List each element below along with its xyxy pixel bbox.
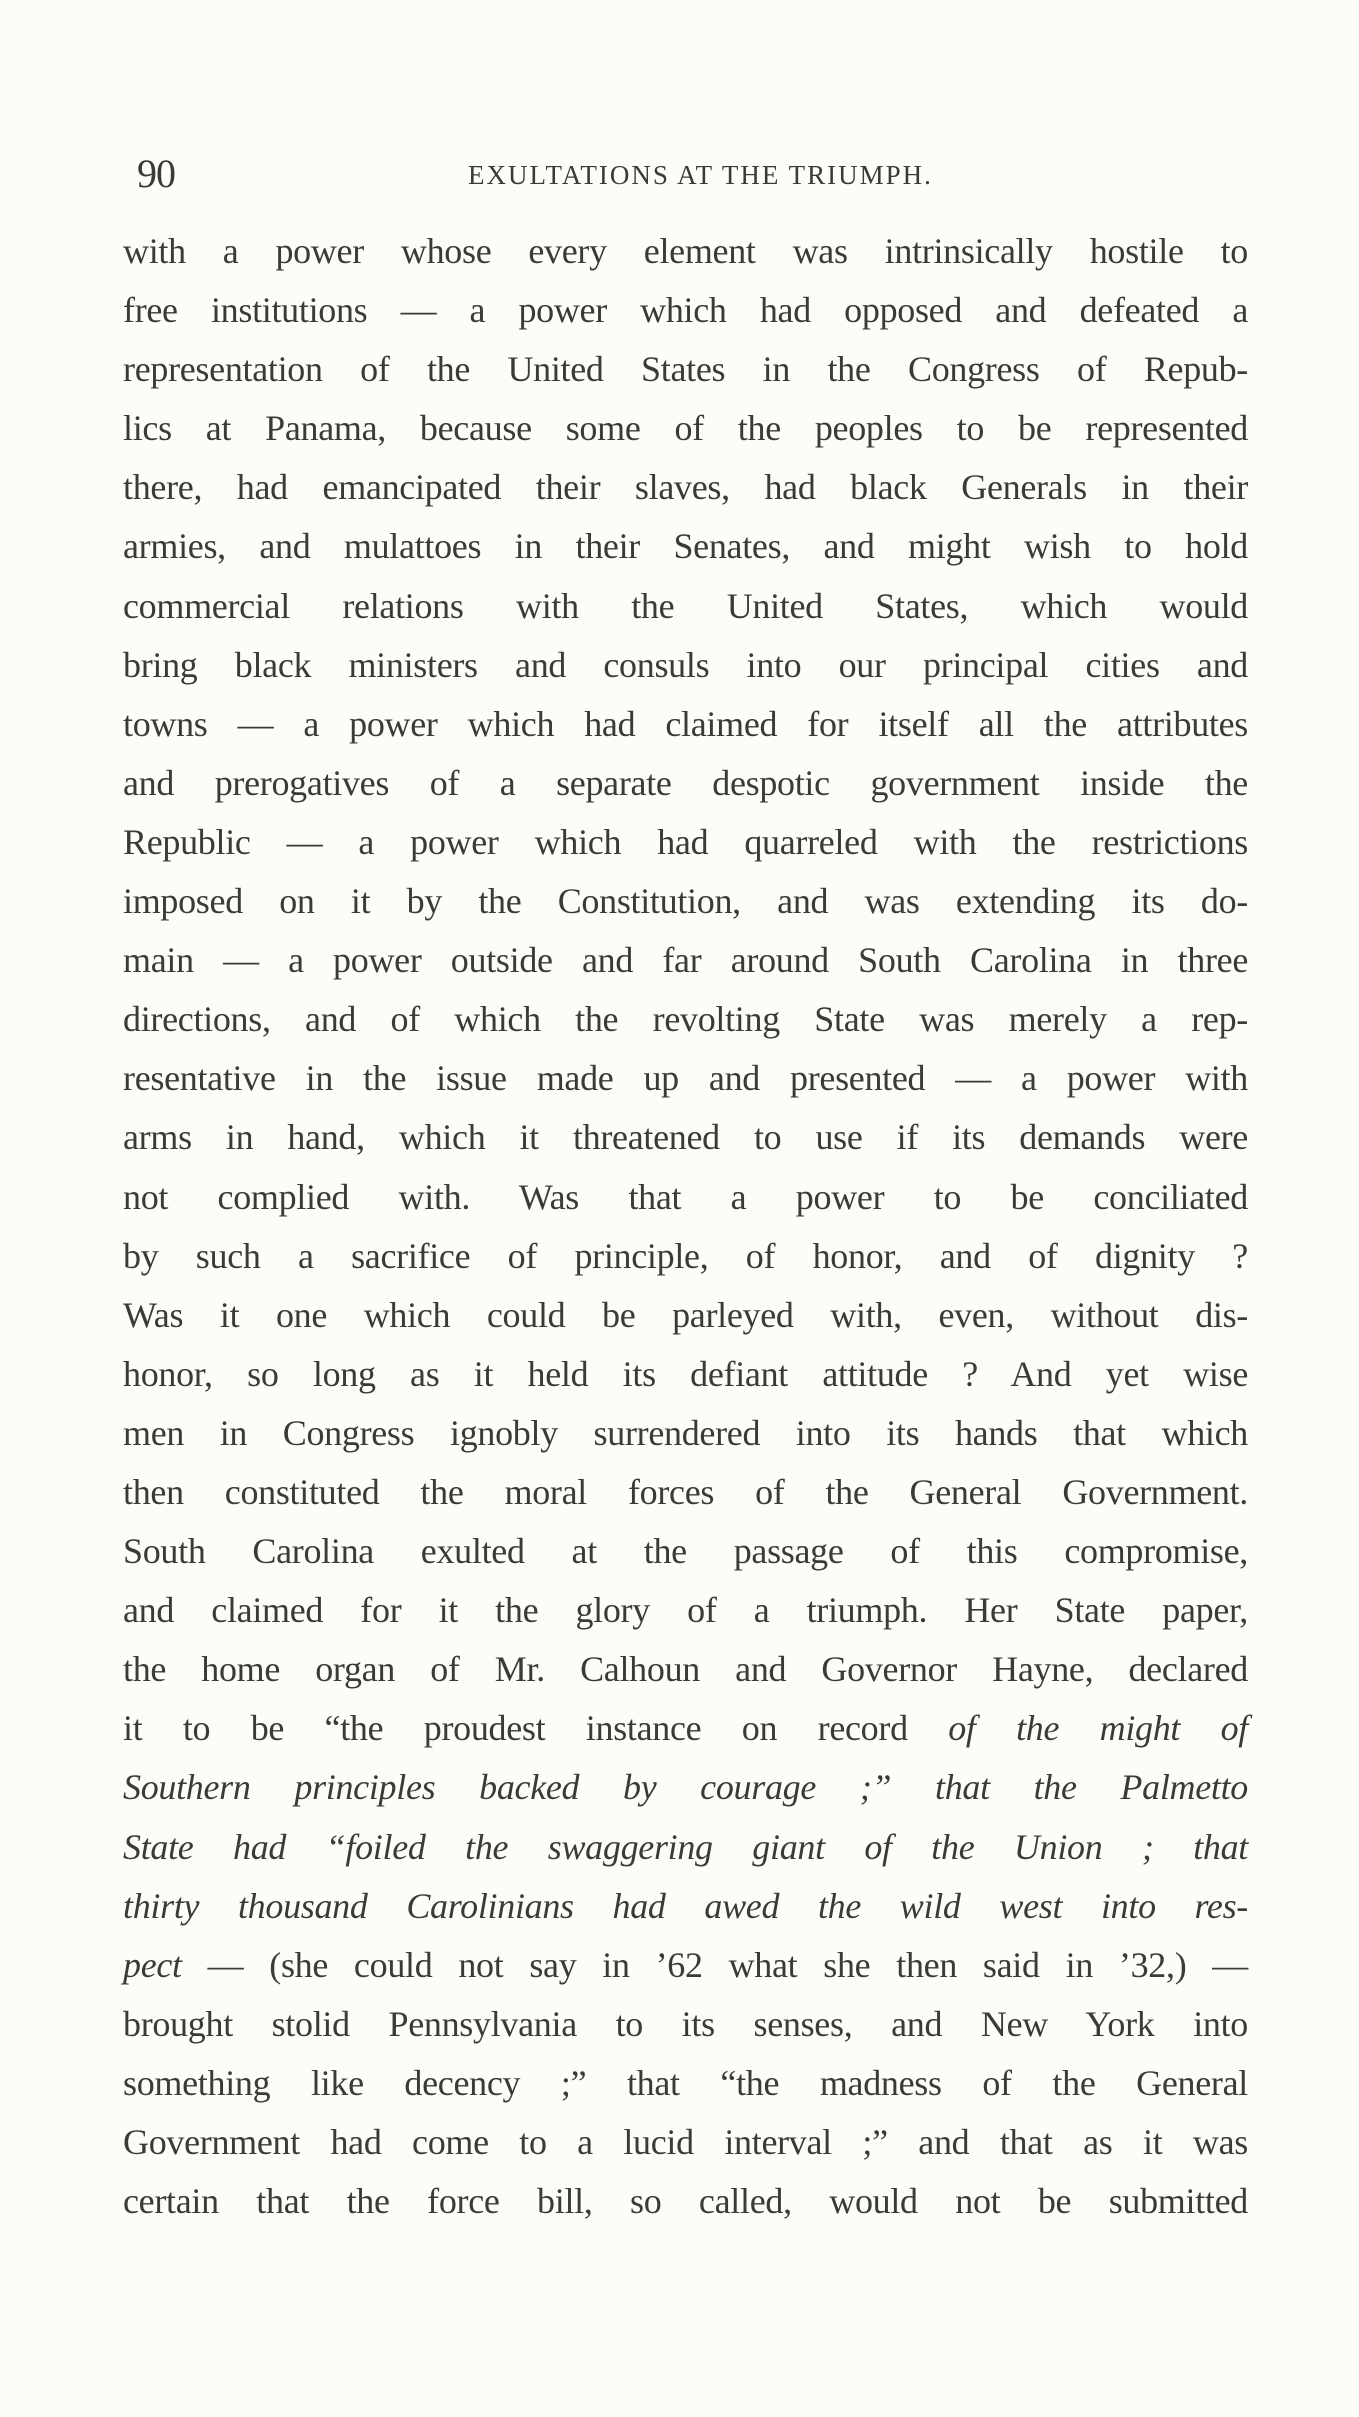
text-line <box>123 222 1248 281</box>
italic-text: Southern principles backed by courage ;” that the Palmetto <box>123 1767 1248 1808</box>
text-line <box>123 990 1248 1049</box>
text-segment: brought stolid Pennsylvania to its senses, and New York into <box>123 2003 1248 2044</box>
text-line <box>123 577 1248 636</box>
text-line <box>123 1108 1248 1167</box>
text-segment: with a power whose every element was intrinsically hostile to <box>123 231 1248 271</box>
text-segment: Government had come to a lucid interval ;” and that as it was <box>123 2122 1248 2162</box>
text-line <box>123 1168 1248 1227</box>
text-segment: honor, so long as it held its defiant attitude ? And yet wise <box>123 1353 1248 1394</box>
running-title: EXULTATIONS AT THE TRIUMPH. <box>468 160 933 190</box>
text-segment: by such a sacrifice of principle, of honor, and of dignity ? <box>123 1235 1248 1276</box>
italic-text: thirty thousand Carolinians had awed the wild west into res- <box>123 1885 1248 1926</box>
text-line <box>123 1936 1248 1995</box>
text-line <box>123 281 1248 340</box>
text-segment: arms in hand, which it threatened to use if its demands were <box>123 1117 1248 1158</box>
text-line <box>123 872 1248 931</box>
text-line <box>123 1404 1248 1463</box>
text-line <box>123 754 1248 813</box>
text-segment: armies, and mulattoes in their Senates, and might wish to hold <box>123 526 1248 567</box>
text-line <box>123 1877 1248 1936</box>
text-line <box>123 1995 1248 2054</box>
italic-text: State had “foiled the swaggering giant of the Union ; that <box>123 1826 1248 1867</box>
text-segment: imposed on it by the Constitution, and was extending its do- <box>123 881 1248 922</box>
text-segment: free institutions — a power which had opposed and defeated a <box>123 290 1248 331</box>
text-line <box>123 1522 1248 1581</box>
text-segment: the home organ of Mr. Calhoun and Governor Hayne, declared <box>123 1649 1248 1690</box>
text-segment: resentative in the issue made up and presented — a power with <box>123 1058 1248 1099</box>
page-header <box>123 150 1248 200</box>
text-line <box>123 695 1248 754</box>
text-segment: and claimed for it the glory of a triumph. Her State paper, <box>123 1590 1248 1631</box>
text-segment: — (she could not say in ’62 what she then said in ’32,) — <box>181 1944 1248 1985</box>
text-segment: Was it one which could be parleyed with, even, without dis- <box>123 1294 1248 1335</box>
text-segment: and prerogatives of a separate despotic government inside the <box>123 762 1248 803</box>
text-segment: something like decency ;” that “the madness of the General <box>123 2062 1248 2103</box>
text-line <box>123 399 1248 458</box>
text-segment: lics at Panama, because some of the peoples to be represented <box>123 408 1248 449</box>
text-line <box>123 1227 1248 1286</box>
text-line <box>123 1049 1248 1108</box>
text-segment: towns — a power which had claimed for itself all the attributes <box>123 703 1248 744</box>
text-line <box>123 2172 1248 2231</box>
text-line <box>123 636 1248 695</box>
text-segment: then constituted the moral forces of the General Government. <box>123 1471 1248 1512</box>
text-segment: there, had emancipated their slaves, had black Generals in their <box>123 467 1248 508</box>
text-line <box>123 458 1248 517</box>
text-line <box>123 2054 1248 2113</box>
text-line <box>123 1345 1248 1404</box>
text-line <box>123 1699 1248 1758</box>
page-number: 90 <box>137 151 175 196</box>
text-segment: representation of the United States in the Congress of Repub- <box>123 349 1248 390</box>
text-segment: main — a power outside and far around South Carolina in three <box>123 940 1248 981</box>
text-segment: Republic — a power which had quarreled with the restrictions <box>123 821 1248 862</box>
text-line <box>123 1581 1248 1640</box>
text-segment: men in Congress ignobly surrendered into its hands that which <box>123 1412 1248 1453</box>
text-segment: commercial relations with the United States, which would <box>123 585 1248 626</box>
text-segment: South Carolina exulted at the passage of this compromise, <box>123 1531 1248 1572</box>
body-text <box>123 222 1248 2231</box>
text-line <box>123 1818 1248 1877</box>
text-segment: not complied with. Was that a power to be conciliated <box>123 1176 1248 1217</box>
text-line <box>123 340 1248 399</box>
text-line <box>123 517 1248 576</box>
text-line <box>123 1758 1248 1817</box>
text-segment: directions, and of which the revolting State was merely a rep- <box>123 999 1248 1040</box>
text-segment: certain that the force bill, so called, would not be submitted <box>123 2181 1248 2222</box>
text-line <box>123 2113 1248 2172</box>
text-segment: bring black ministers and consuls into our principal cities and <box>123 644 1248 685</box>
text-segment: it to be “the proudest instance on record <box>123 1708 949 1749</box>
text-line <box>123 813 1248 872</box>
text-line <box>123 1640 1248 1699</box>
text-line <box>123 931 1248 990</box>
italic-text: pect <box>123 1944 182 1985</box>
text-line <box>123 1286 1248 1345</box>
text-line <box>123 1463 1248 1522</box>
italic-text: of the might of <box>948 1708 1248 1749</box>
